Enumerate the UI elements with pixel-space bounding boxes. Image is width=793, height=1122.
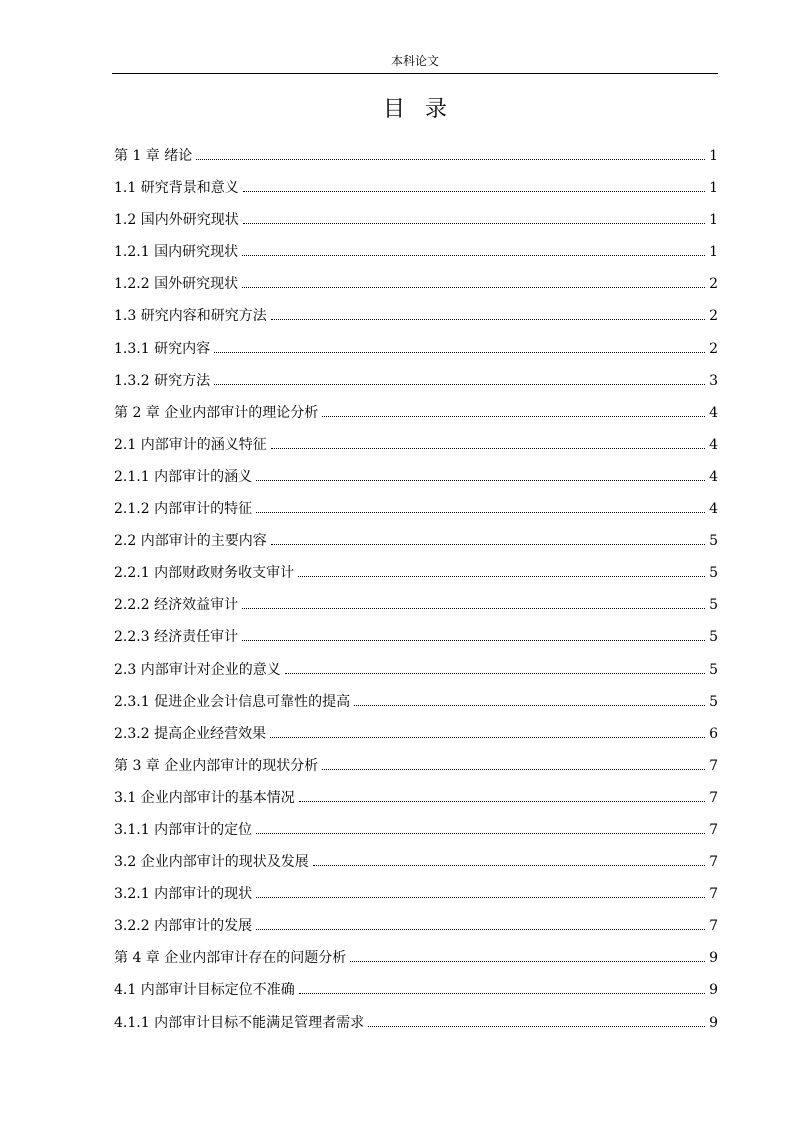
toc-entry-label: 第 3 章 企业内部审计的现状分析 bbox=[114, 757, 319, 774]
toc-entry-page-number: 2 bbox=[709, 340, 718, 357]
toc-entry-label: 1.3 研究内容和研究方法 bbox=[114, 308, 267, 325]
toc-entry-label: 2.2.1 内部财政财务收支审计 bbox=[114, 565, 295, 582]
toc-entry-page-number: 7 bbox=[709, 821, 718, 838]
toc-dot-leader bbox=[256, 494, 705, 513]
toc-entry[interactable] bbox=[114, 493, 718, 525]
toc-dot-leader bbox=[214, 366, 705, 385]
toc-entry-page-number: 1 bbox=[709, 180, 718, 197]
header-rule bbox=[112, 73, 718, 74]
toc-entry[interactable] bbox=[114, 814, 718, 846]
toc-entry-page-number: 3 bbox=[709, 372, 718, 389]
toc-entry-page-number: 7 bbox=[709, 757, 718, 774]
toc-entry[interactable] bbox=[114, 397, 718, 429]
toc-dot-leader bbox=[242, 269, 705, 288]
toc-entry-page-number: 5 bbox=[709, 629, 718, 646]
toc-dot-leader bbox=[322, 398, 705, 417]
toc-dot-leader bbox=[271, 301, 705, 320]
toc-entry-page-number: 1 bbox=[709, 212, 718, 229]
toc-entry[interactable] bbox=[114, 268, 718, 300]
toc-entry-page-number: 1 bbox=[709, 244, 718, 261]
toc-entry[interactable] bbox=[114, 1007, 718, 1039]
toc-dot-leader bbox=[243, 173, 705, 192]
toc-dot-leader bbox=[242, 237, 705, 256]
toc-entry[interactable] bbox=[114, 878, 718, 910]
toc-entry-label: 3.2.2 内部审计的发展 bbox=[114, 918, 253, 935]
toc-entry-label: 3.1 企业内部审计的基本情况 bbox=[114, 789, 295, 806]
toc-dot-leader bbox=[350, 943, 705, 962]
toc-entry-page-number: 7 bbox=[709, 854, 718, 871]
toc-dot-leader bbox=[299, 783, 705, 802]
toc-entry-page-number: 9 bbox=[709, 950, 718, 967]
toc-entry-page-number: 5 bbox=[709, 661, 718, 678]
toc-entry-page-number: 6 bbox=[709, 725, 718, 742]
toc-dot-leader bbox=[298, 558, 705, 577]
toc-entry[interactable] bbox=[114, 589, 718, 621]
toc-dot-leader bbox=[242, 590, 705, 609]
running-header: 本科论文 bbox=[390, 54, 439, 68]
toc-entry[interactable] bbox=[114, 910, 718, 942]
toc-dot-leader bbox=[354, 687, 705, 706]
toc-entry[interactable] bbox=[114, 461, 718, 493]
toc-entry-page-number: 5 bbox=[709, 693, 718, 710]
toc-entry-label: 2.1 内部审计的涵义特征 bbox=[114, 436, 267, 453]
toc-dot-leader bbox=[322, 751, 705, 770]
toc-entry-label: 2.3 内部审计对企业的意义 bbox=[114, 661, 281, 678]
toc-entry[interactable] bbox=[114, 525, 718, 557]
toc-entry-label: 1.2.2 国外研究现状 bbox=[114, 276, 239, 293]
toc-entry-page-number: 2 bbox=[709, 276, 718, 293]
toc-entry-label: 第 2 章 企业内部审计的理论分析 bbox=[114, 404, 319, 421]
toc-entry[interactable] bbox=[114, 686, 718, 718]
toc-entry-label: 1.1 研究背景和意义 bbox=[114, 180, 239, 197]
toc-entry[interactable] bbox=[114, 621, 718, 653]
toc-entry[interactable] bbox=[114, 429, 718, 461]
toc-entry[interactable] bbox=[114, 300, 718, 332]
toc-entry[interactable] bbox=[114, 365, 718, 397]
toc-entry-page-number: 2 bbox=[709, 308, 718, 325]
toc-entry-label: 1.3.2 研究方法 bbox=[114, 372, 211, 389]
toc-entry[interactable] bbox=[114, 557, 718, 589]
toc-entry-label: 第 4 章 企业内部审计存在的问题分析 bbox=[114, 950, 347, 967]
toc-entry-page-number: 4 bbox=[709, 468, 718, 485]
toc-entry[interactable] bbox=[114, 974, 718, 1006]
toc-entry-label: 2.1.1 内部审计的涵义 bbox=[114, 468, 253, 485]
toc-entry-page-number: 5 bbox=[709, 533, 718, 550]
table-of-contents bbox=[114, 140, 718, 1039]
toc-entry-label: 3.2.1 内部审计的现状 bbox=[114, 886, 253, 903]
toc-entry[interactable] bbox=[114, 846, 718, 878]
toc-dot-leader bbox=[196, 141, 705, 160]
toc-dot-leader bbox=[299, 975, 705, 994]
toc-entry-label: 4.1.1 内部审计目标不能满足管理者需求 bbox=[114, 1014, 365, 1031]
toc-entry-label: 1.2.1 国内研究现状 bbox=[114, 244, 239, 261]
toc-dot-leader bbox=[256, 911, 705, 930]
toc-dot-leader bbox=[256, 815, 705, 834]
toc-entry-label: 3.2 企业内部审计的现状及发展 bbox=[114, 854, 309, 871]
toc-dot-leader bbox=[270, 719, 705, 738]
toc-entry[interactable] bbox=[114, 236, 718, 268]
toc-entry[interactable] bbox=[114, 204, 718, 236]
toc-dot-leader bbox=[256, 879, 705, 898]
toc-entry-page-number: 7 bbox=[709, 918, 718, 935]
toc-entry-page-number: 1 bbox=[709, 148, 718, 164]
toc-entry[interactable] bbox=[114, 782, 718, 814]
toc-entry-label: 2.2 内部审计的主要内容 bbox=[114, 533, 267, 550]
toc-entry-label: 2.1.2 内部审计的特征 bbox=[114, 501, 253, 518]
toc-dot-leader bbox=[271, 526, 705, 545]
toc-dot-leader bbox=[285, 655, 705, 674]
toc-dot-leader bbox=[313, 847, 705, 866]
toc-dot-leader bbox=[243, 205, 705, 224]
toc-entry[interactable] bbox=[114, 333, 718, 365]
toc-entry[interactable] bbox=[114, 718, 718, 750]
page-title: 目录 bbox=[382, 97, 467, 122]
toc-entry-label: 2.3.1 促进企业会计信息可靠性的提高 bbox=[114, 693, 351, 710]
toc-dot-leader bbox=[242, 622, 705, 641]
toc-dot-leader bbox=[368, 1008, 705, 1027]
toc-entry-page-number: 9 bbox=[709, 1014, 718, 1031]
toc-dot-leader bbox=[214, 334, 705, 353]
toc-entry-page-number: 7 bbox=[709, 789, 718, 806]
toc-entry-page-number: 5 bbox=[709, 597, 718, 614]
toc-entry-label: 3.1.1 内部审计的定位 bbox=[114, 821, 253, 838]
toc-dot-leader bbox=[256, 462, 705, 481]
toc-entry-label: 1.2 国内外研究现状 bbox=[114, 212, 239, 229]
toc-entry-page-number: 9 bbox=[709, 982, 718, 999]
toc-entry-page-number: 5 bbox=[709, 565, 718, 582]
toc-entry-label: 4.1 内部审计目标定位不准确 bbox=[114, 982, 295, 999]
toc-entry[interactable] bbox=[114, 750, 718, 782]
toc-entry[interactable] bbox=[114, 654, 718, 686]
toc-entry-page-number: 4 bbox=[709, 404, 718, 421]
toc-entry[interactable] bbox=[114, 172, 718, 204]
toc-entry-page-number: 4 bbox=[709, 501, 718, 518]
toc-dot-leader bbox=[271, 430, 705, 449]
toc-entry-page-number: 4 bbox=[709, 436, 718, 453]
toc-entry-label: 1.3.1 研究内容 bbox=[114, 340, 211, 357]
toc-entry[interactable] bbox=[114, 140, 718, 172]
toc-entry-label: 2.2.3 经济责任审计 bbox=[114, 629, 239, 646]
toc-entry-label: 2.2.2 经济效益审计 bbox=[114, 597, 239, 614]
toc-entry-label: 2.3.2 提高企业经营效果 bbox=[114, 725, 267, 742]
toc-entry-label: 第 1 章 绪论 bbox=[114, 148, 193, 164]
toc-entry-page-number: 7 bbox=[709, 886, 718, 903]
toc-entry[interactable] bbox=[114, 942, 718, 974]
